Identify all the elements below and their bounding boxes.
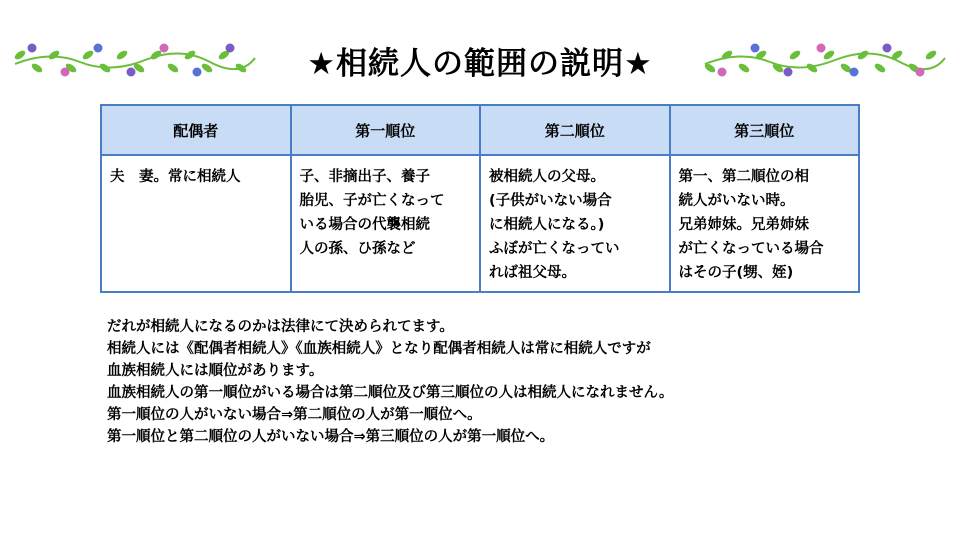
cell-line: (子供がいない場合 bbox=[489, 193, 612, 209]
title-row bbox=[0, 30, 960, 90]
table-row bbox=[101, 155, 859, 292]
cell-spouse bbox=[101, 155, 291, 292]
header-first-rank: 第一順位 bbox=[291, 105, 481, 155]
cell-line: 被相続人の父母。 bbox=[489, 169, 605, 185]
header-spouse: 配偶者 bbox=[101, 105, 291, 155]
vine-decoration-right-icon bbox=[700, 36, 950, 80]
note-line: 相続人には《配偶者相続人》《血族相続人》となり配偶者相続人は常に相続人ですが bbox=[107, 341, 651, 357]
cell-line: 子、非摘出子、養子 bbox=[299, 169, 430, 185]
cell-line: 人の孫、ひ孫など bbox=[299, 241, 416, 257]
table-header-row bbox=[101, 105, 859, 155]
note-line: だれが相続人になるのかは法律にて決められてます。 bbox=[107, 319, 454, 335]
cell-line: 兄弟姉妹。兄弟姉妹 bbox=[678, 217, 809, 233]
note-line: 血族相続人の第一順位がいる場合は第二順位及び第三順位の人は相続人になれません。 bbox=[107, 385, 674, 401]
cell-line: ふぼが亡くなってい bbox=[489, 241, 620, 257]
cell-line: に相続人になる。) bbox=[489, 217, 605, 233]
cell-line: 続人がいない時。 bbox=[678, 193, 795, 209]
explanation-notes bbox=[107, 316, 867, 448]
cell-third-rank bbox=[670, 155, 860, 292]
cell-second-rank bbox=[480, 155, 670, 292]
cell-line: 胎児、子が亡くなって bbox=[299, 193, 445, 209]
heir-range-table bbox=[100, 104, 860, 293]
cell-line: はその子(甥、姪) bbox=[678, 265, 794, 281]
cell-line: が亡くなっている場合 bbox=[678, 241, 824, 257]
note-line: 血族相続人には順位があります。 bbox=[107, 363, 324, 379]
note-line: 第一順位の人がいない場合⇒第二順位の人が第一順位へ。 bbox=[107, 407, 482, 423]
cell-line: いる場合の代襲相続 bbox=[299, 217, 430, 233]
cell-line: れば祖父母。 bbox=[489, 265, 576, 281]
cell-line: 夫 妻。常に相続人 bbox=[110, 169, 241, 185]
header-third-rank: 第三順位 bbox=[670, 105, 860, 155]
page-title: ★相続人の範囲の説明★ bbox=[307, 46, 653, 82]
cell-first-rank bbox=[291, 155, 481, 292]
cell-line: 第一、第二順位の相 bbox=[678, 169, 809, 185]
note-line: 第一順位と第二順位の人がいない場合⇒第三順位の人が第一順位へ。 bbox=[107, 429, 555, 445]
header-second-rank: 第二順位 bbox=[480, 105, 670, 155]
vine-decoration-left-icon bbox=[10, 36, 260, 80]
